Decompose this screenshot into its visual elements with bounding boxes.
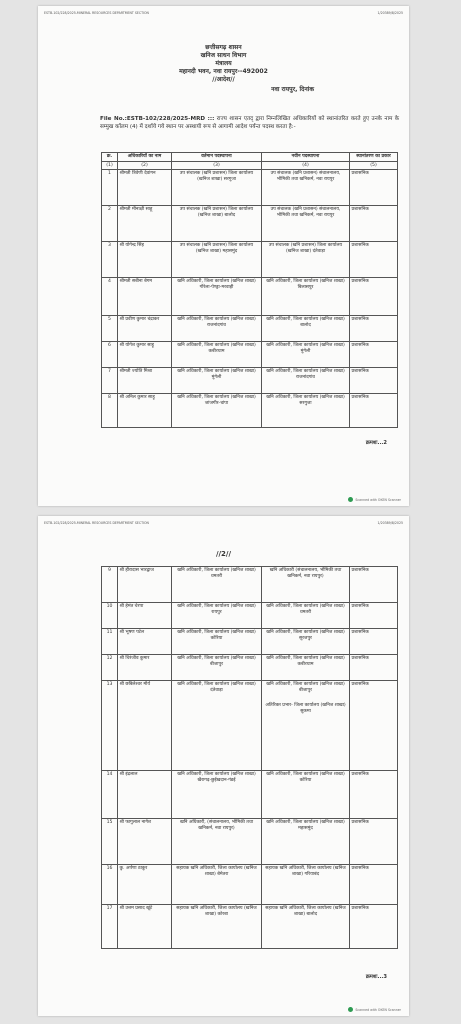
- table-row: [102, 394, 398, 428]
- officer-name-cell-text: श्री अनिल कुमार साहू: [119, 395, 155, 401]
- continued-note: क्रमशः...2: [365, 440, 387, 446]
- transfer-type-cell-text: प्रशासनिक: [351, 243, 369, 249]
- document-page-2: [38, 516, 409, 1016]
- new-posting-cell-text: खनि अधिकारी, जिला कार्यालय (खनिज शाखा) बीजापुर: [266, 682, 345, 693]
- officer-name-cell-text: कु. अर्पणा ठाकुर: [119, 866, 148, 871]
- new-posting-cell-text: सहायक खनि अधिकारी, जिला कार्यालय (खनिज शाखा) बालोद: [265, 906, 346, 917]
- current-posting-cell: [172, 603, 262, 629]
- officer-name-cell-text: श्री भूषण पटेल: [119, 630, 145, 635]
- transfer-type-cell: [350, 242, 398, 278]
- officer-name-cell-text: श्री योगेश कुमार साहू: [119, 343, 154, 349]
- serial-cell-text: 16: [106, 866, 113, 871]
- new-posting-cell: [262, 819, 350, 865]
- officer-name-cell: [118, 603, 172, 629]
- table-row: [102, 316, 398, 342]
- table-row: [102, 771, 398, 819]
- current-posting-cell-text: खनि अधिकारी, जिला कार्यालय (खनिज शाखा) बीजापुर: [177, 656, 256, 667]
- transfer-type-cell: [350, 170, 398, 206]
- transfer-type-cell: [350, 394, 398, 428]
- table-row: [102, 206, 398, 242]
- serial-cell-text: 2: [108, 207, 111, 213]
- current-posting-cell: [172, 865, 262, 905]
- officer-name-cell-text: श्री उत्तम प्रसाद खूंटे: [119, 906, 153, 911]
- serial-cell: [102, 771, 118, 819]
- serial-cell-text: 8: [108, 395, 111, 401]
- table-row: [102, 342, 398, 368]
- current-posting-cell-text: सहायक खनि अधिकारी, जिला कार्यालय (खनिज शाखा) कोरबा: [176, 906, 257, 917]
- table-row: [102, 170, 398, 206]
- new-posting-cell: [262, 655, 350, 681]
- transfer-type-cell: [350, 603, 398, 629]
- serial-cell-text: 12: [106, 656, 113, 661]
- transfer-table-page-1: [101, 152, 398, 428]
- transfer-type-cell: [350, 629, 398, 655]
- current-posting-cell: [172, 394, 262, 428]
- scanner-text: Scanned with OKEN Scanner: [355, 1007, 401, 1012]
- current-posting-cell-text: खनि अधिकारी, जिला कार्यालय (खनिज शाखा) गौरेला-पेण्ड्रा-मरवाही: [177, 279, 256, 290]
- current-posting-cell-text: खनि अधिकारी, (संचालनालय, भौमिकी तथा खनिकर्म, नवा रायपुर): [179, 820, 254, 831]
- new-posting-cell: [262, 629, 350, 655]
- transfer-type-cell-text: प्रशासनिक: [351, 369, 369, 375]
- office-address: महानदी भवन, नवा रायपुर--492002: [179, 68, 268, 75]
- current-posting-cell-text: उप संचालक (खनि प्रशासन) जिला कार्यालय (खनिज शाखा) बालोद: [179, 207, 254, 218]
- transfer-type-cell: [350, 278, 398, 316]
- serial-cell-text: 4: [108, 279, 111, 285]
- serial-cell: [102, 567, 118, 603]
- transfer-type-cell-text: प्रशासनिक: [351, 820, 369, 825]
- header-number: 1/20389/8/2025: [377, 521, 403, 525]
- serial-cell-text: 17: [106, 906, 113, 911]
- serial-cell-text: 5: [108, 317, 111, 323]
- serial-cell-text: 3: [108, 243, 111, 249]
- officer-name-cell-text: श्री हेमंत चेरपा: [119, 604, 144, 609]
- government-name: छत्तीसगढ़ शासन: [205, 44, 242, 51]
- serial-cell: [102, 278, 118, 316]
- new-posting-cell-text: उप संचालक (खनि प्रशासन) संचालनालय, भौमिकी तथा खनिकर्म, नवा रायपुर: [270, 207, 341, 218]
- transfer-type-cell: [350, 206, 398, 242]
- page-number-title: //2//: [215, 550, 232, 558]
- current-posting-cell: [172, 655, 262, 681]
- officer-name-cell-text: श्री योगेन्द्र सिंह: [119, 243, 144, 249]
- current-posting-cell: [172, 278, 262, 316]
- current-posting-cell-text: खनि अधिकारी, जिला कार्यालय (खनिज शाखा) धमतरी: [177, 568, 256, 579]
- officer-name-cell: [118, 655, 172, 681]
- transfer-type-cell-text: प्रशासनिक: [351, 656, 369, 661]
- officer-name-cell-text: श्री चिरंजीव कुमार: [119, 656, 150, 661]
- officer-name-cell: [118, 316, 172, 342]
- current-posting-cell: [172, 905, 262, 949]
- new-posting-cell-text: खनि अधिकारी, जिला कार्यालय (खनिज शाखा) बिलासपुर: [266, 279, 345, 290]
- transfer-type-cell-text: प्रशासनिक: [351, 866, 369, 871]
- col-officer-name: अधिकारियों का नाम: [118, 153, 172, 162]
- officer-name-cell: [118, 771, 172, 819]
- continued-note: क्रमशः...3: [365, 974, 387, 980]
- transfer-type-cell: [350, 905, 398, 949]
- serial-cell: [102, 819, 118, 865]
- current-posting-cell: [172, 316, 262, 342]
- officer-name-cell: [118, 368, 172, 394]
- current-posting-cell: [172, 206, 262, 242]
- serial-cell: [102, 316, 118, 342]
- current-posting-cell: [172, 819, 262, 865]
- serial-cell: [102, 206, 118, 242]
- transfer-table-page-2: [101, 566, 398, 949]
- officer-name-cell-text: श्री छबिलेश्वर मौर्य: [119, 682, 150, 687]
- current-posting-cell: [172, 567, 262, 603]
- scanner-logo-icon: [348, 1007, 353, 1012]
- current-posting-cell-text: खनि अधिकारी, जिला कार्यालय (खनिज शाखा) राजनांदगांव: [177, 317, 256, 328]
- new-posting-cell: [262, 771, 350, 819]
- current-posting-cell: [172, 681, 262, 771]
- table-row: [102, 603, 398, 629]
- new-posting-cell-text: खनि अधिकारी, जिला कार्यालय (खनिज शाखा) सूरजपुर: [266, 630, 345, 641]
- serial-cell: [102, 905, 118, 949]
- new-posting-cell: [262, 865, 350, 905]
- officer-name-cell: [118, 819, 172, 865]
- new-posting-cell: [262, 342, 350, 368]
- serial-cell-text: 15: [106, 820, 113, 825]
- new-posting-cell-text: खनि अधिकारी, जिला कार्यालय (खनिज शाखा) सरगुजा: [266, 395, 345, 406]
- officer-name-cell: [118, 681, 172, 771]
- current-posting-cell-text: खनि अधिकारी, जिला कार्यालय (खनिज शाखा) कबीरधाम: [177, 343, 256, 354]
- serial-cell: [102, 394, 118, 428]
- transfer-type-cell-text: प्रशासनिक: [351, 207, 369, 213]
- serial-cell: [102, 681, 118, 771]
- header-number: 1/20389/8/2025: [377, 11, 403, 15]
- header-file-ref: ESTB-102/228/2025-MINERAL RESOURCES DEPARTMENT SECTION: [44, 521, 149, 525]
- serial-cell-text: 6: [108, 343, 111, 349]
- new-posting-cell-text: खनि अधिकारी, जिला कार्यालय (खनिज शाखा) महासमुंद: [266, 820, 345, 831]
- current-posting-cell-text: खनि अधिकारी, जिला कार्यालय (खनिज शाखा) कोरिया: [177, 630, 256, 641]
- new-posting-cell-text: खनि अधिकारी, जिला कार्यालय (खनिज शाखा) कबीरधाम: [266, 656, 345, 667]
- new-posting-cell-text: खनि अधिकारी (संचालनालय, भौमिकी तथा खनिकर्म, नवा रायपुर): [269, 568, 342, 579]
- table-row: [102, 242, 398, 278]
- serial-cell-text: 1: [108, 171, 111, 177]
- officer-name-cell-text: श्रीमती मीनाक्षी साहू: [119, 207, 153, 213]
- new-posting-cell: [262, 242, 350, 278]
- table-row: [102, 905, 398, 949]
- col-number: (3): [172, 161, 262, 170]
- new-posting-cell-text: खनि अधिकारी, जिला कार्यालय (खनिज शाखा) बालोद: [266, 317, 345, 328]
- table-row: [102, 278, 398, 316]
- file-number: File No.:ESTB-102/228/2025-MRD :::: [100, 116, 215, 122]
- transfer-type-cell: [350, 316, 398, 342]
- serial-cell: [102, 342, 118, 368]
- new-posting-cell-text: खनि अधिकारी, जिला कार्यालय (खनिज शाखा) राजनांदगांव: [266, 369, 345, 380]
- table-row: [102, 865, 398, 905]
- officer-name-cell: [118, 865, 172, 905]
- current-posting-cell: [172, 629, 262, 655]
- new-posting-cell-text: खनि अधिकारी, जिला कार्यालय (खनिज शाखा) धमतरी: [266, 604, 345, 615]
- transfer-type-cell: [350, 342, 398, 368]
- transfer-type-cell-text: प्रशासनिक: [351, 682, 369, 687]
- page-header: [44, 11, 403, 15]
- current-posting-cell-text: खनि अधिकारी, जिला कार्यालय (खनिज शाखा) खैरागढ़-छुईखदान-गंडई: [177, 772, 256, 783]
- scanner-logo-icon: [348, 497, 353, 502]
- transfer-type-cell-text: प्रशासनिक: [351, 343, 369, 349]
- new-posting-cell: [262, 567, 350, 603]
- department-name: खनिज साधन विभाग: [200, 52, 247, 59]
- table-row: [102, 819, 398, 865]
- current-posting-cell-text: खनि अधिकारी, जिला कार्यालय (खनिज शाखा) जांजगीर-चांपा: [177, 395, 256, 406]
- serial-cell-text: 14: [106, 772, 113, 777]
- table-column-number-row: [102, 161, 398, 170]
- transfer-type-cell: [350, 865, 398, 905]
- scanner-text: Scanned with OKEN Scanner: [355, 497, 401, 502]
- new-posting-cell: [262, 368, 350, 394]
- table-row: [102, 629, 398, 655]
- officer-name-cell-text: श्रीमती सबीना बेगम: [119, 279, 153, 285]
- col-number: (1): [102, 161, 118, 170]
- col-current-posting: वर्तमान पदस्थापना: [172, 153, 262, 162]
- officer-name-cell: [118, 170, 172, 206]
- order-heading: //आदेश//: [212, 76, 235, 83]
- current-posting-cell-text: उप संचालक (खनि प्रशासन) जिला कार्यालय (खनिज शाखा) महासमुंद: [179, 243, 254, 254]
- col-number: (5): [350, 161, 398, 170]
- scanner-watermark: [348, 1007, 401, 1012]
- current-posting-cell: [172, 368, 262, 394]
- serial-cell: [102, 170, 118, 206]
- transfer-type-cell: [350, 567, 398, 603]
- new-posting-cell: [262, 206, 350, 242]
- new-posting-cell-text: उप संचालक (खनि प्रशासन) संचालनालय, भौमिकी तथा खनिकर्म, नवा रायपुर: [270, 171, 341, 182]
- officer-name-cell: [118, 394, 172, 428]
- officer-name-cell-text: श्री प्रवीण कुमार चंद्राकर: [119, 317, 160, 323]
- officer-name-cell: [118, 342, 172, 368]
- table-row: [102, 567, 398, 603]
- serial-cell-text: 9: [108, 568, 111, 573]
- transfer-type-cell: [350, 771, 398, 819]
- page-header: [44, 521, 403, 525]
- order-paragraph: [100, 116, 399, 131]
- scanner-watermark: [348, 497, 401, 502]
- transfer-type-cell-text: प्रशासनिक: [351, 906, 369, 911]
- new-posting-cell-text: खनि अधिकारी, जिला कार्यालय (खनिज शाखा) मुंगेली: [266, 343, 345, 354]
- transfer-type-cell: [350, 368, 398, 394]
- new-posting-cell: [262, 394, 350, 428]
- serial-cell: [102, 655, 118, 681]
- officer-name-cell-text: श्रीमती त्रिवेणी देवांगन: [119, 171, 156, 177]
- transfer-type-cell-text: प्रशासनिक: [351, 279, 369, 285]
- new-posting-cell: [262, 278, 350, 316]
- transfer-type-cell: [350, 655, 398, 681]
- officer-name-cell: [118, 567, 172, 603]
- transfer-type-cell-text: प्रशासनिक: [351, 604, 369, 609]
- current-posting-cell-text: उप संचालक (खनि प्रशासन) जिला कार्यालय (खनिज शाखा) सरगुजा: [179, 171, 254, 182]
- new-posting-cell: [262, 316, 350, 342]
- transfer-type-cell-text: प्रशासनिक: [351, 772, 369, 777]
- officer-name-cell: [118, 206, 172, 242]
- order-body-text: राज्य शासन एतद् द्वारा निम्नलिखित अधिकारियों को स्थानांतरित करते हुए उनके नाम के सम्मुख कॉलम (4) में दर्शाये गये स्थान पर अस्थायी रूप से आगामी आदेश पर्यन्त पदस्थ करता है:-: [100, 116, 399, 130]
- new-posting-cell: [262, 681, 350, 771]
- serial-cell-text: 13: [106, 682, 113, 687]
- ministry-name: मंत्रालय: [215, 60, 232, 67]
- current-posting-cell-text: खनि अधिकारी, जिला कार्यालय (खनिज शाखा) रायपुर: [177, 604, 256, 615]
- serial-cell: [102, 865, 118, 905]
- transfer-type-cell: [350, 681, 398, 771]
- transfer-type-cell-text: प्रशासनिक: [351, 630, 369, 635]
- officer-name-cell: [118, 242, 172, 278]
- transfer-type-cell-text: प्रशासनिक: [351, 568, 369, 573]
- new-posting-cell: [262, 905, 350, 949]
- current-posting-cell-text: खनि अधिकारी, जिला कार्यालय (खनिज शाखा) मुंगेली: [177, 369, 256, 380]
- document-page-1: [38, 6, 409, 506]
- current-posting-cell: [172, 771, 262, 819]
- letterhead: [38, 44, 409, 93]
- new-posting-cell-text: खनि अधिकारी, जिला कार्यालय (खनिज शाखा) कोरिया: [266, 772, 345, 783]
- transfer-type-cell: [350, 819, 398, 865]
- col-serial: क्र.: [102, 153, 118, 162]
- serial-cell: [102, 603, 118, 629]
- current-posting-cell: [172, 242, 262, 278]
- new-posting-cell-text: उप संचालक (खनि प्रशासन) जिला कार्यालय (खनिज शाखा) दंतेवाड़ा: [268, 243, 343, 254]
- officer-name-cell: [118, 905, 172, 949]
- current-posting-cell: [172, 170, 262, 206]
- table-header-row: [102, 153, 398, 162]
- transfer-type-cell-text: प्रशासनिक: [351, 395, 369, 401]
- table-row: [102, 655, 398, 681]
- officer-name-cell-text: श्री फागुलाल नागेश: [119, 820, 152, 825]
- transfer-type-cell-text: प्रशासनिक: [351, 317, 369, 323]
- additional-charge-text: अतिरिक्त प्रभार- जिला कार्यालय (खनिज शाखा) सुकमा: [265, 703, 346, 714]
- officer-name-cell-text: श्रीमती ज्योति मिश्रा: [119, 369, 153, 375]
- officer-name-cell-text: श्री इंद्रलाल: [119, 772, 138, 777]
- col-transfer-type: स्थानांतरण का प्रकार: [350, 153, 398, 162]
- col-new-posting: नवीन पदस्थापना: [262, 153, 350, 162]
- col-number: (2): [118, 161, 172, 170]
- serial-cell-text: 11: [106, 630, 113, 635]
- current-posting-cell: [172, 342, 262, 368]
- new-posting-cell: [262, 603, 350, 629]
- officer-name-cell-text: श्री हीरादास भारद्वाज: [119, 568, 154, 573]
- place-date: नवा रायपुर, दिनांक: [271, 86, 314, 93]
- table-row: [102, 681, 398, 771]
- col-number: (4): [262, 161, 350, 170]
- transfer-type-cell-text: प्रशासनिक: [351, 171, 369, 177]
- header-file-ref: ESTB-102/228/2025-MINERAL RESOURCES DEPARTMENT SECTION: [44, 11, 149, 15]
- new-posting-cell-text: सहायक खनि अधिकारी, जिला कार्यालय (खनिज शाखा) गरियाबंद: [265, 866, 346, 877]
- serial-cell-text: 7: [108, 369, 111, 375]
- current-posting-cell-text: सहायक खनि अधिकारी, जिला कार्यालय (खनिज शाखा) बेमेतरा: [176, 866, 257, 877]
- new-posting-cell: [262, 170, 350, 206]
- serial-cell: [102, 368, 118, 394]
- officer-name-cell: [118, 629, 172, 655]
- current-posting-cell-text: खनि अधिकारी, जिला कार्यालय (खनिज शाखा) दंतेवाड़ा: [177, 682, 256, 693]
- table-row: [102, 368, 398, 394]
- serial-cell: [102, 629, 118, 655]
- serial-cell-text: 10: [106, 604, 113, 609]
- officer-name-cell: [118, 278, 172, 316]
- serial-cell: [102, 242, 118, 278]
